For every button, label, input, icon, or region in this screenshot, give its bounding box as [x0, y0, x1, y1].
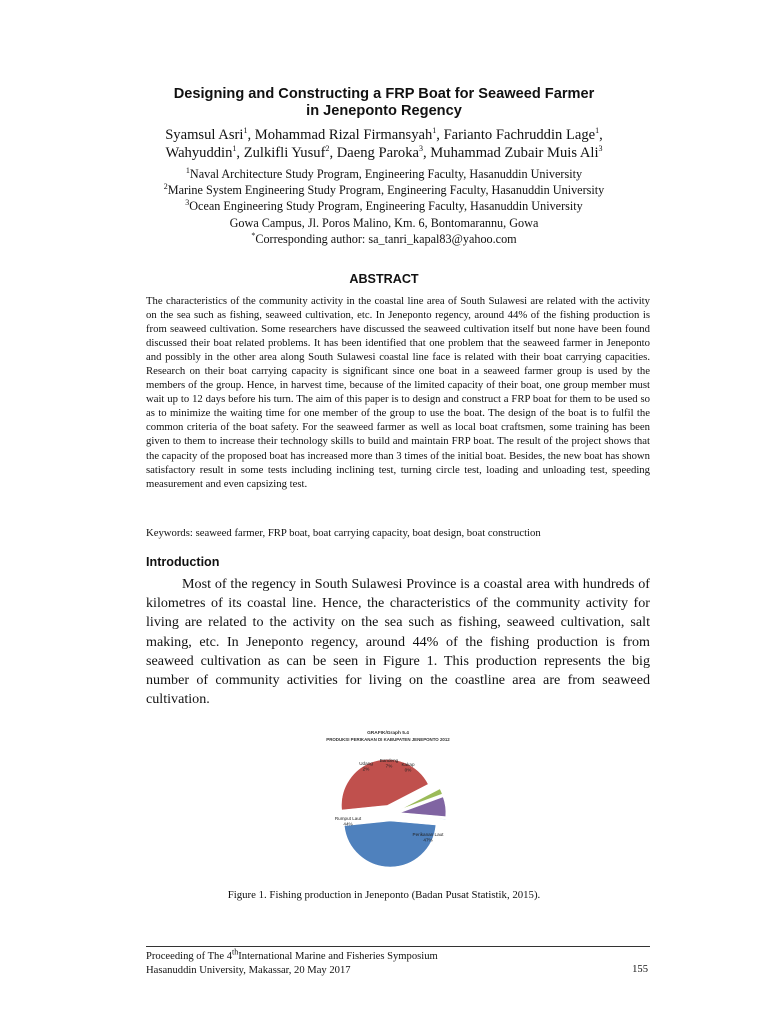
- pie-label-value: 44%: [343, 821, 353, 827]
- author-list: Syamsul Asri$^1$, Mohammad Rizal Firmansyah$^1$, Farianto Fachruddin Lage$^1$, Wahyuddin$^1$, Zulkifli Yusuf$^2$, Daeng Paroka$^3$, Muhammad Zubair Muis Ali$^3$: [165, 126, 603, 161]
- author: Zulkifli Yusuf: [243, 145, 326, 161]
- author: Muhammad Zubair Muis Ali: [430, 145, 599, 161]
- footer-divider: [146, 946, 650, 947]
- author-affil-mark: 3: [419, 144, 423, 154]
- author: Daeng Paroka: [336, 145, 419, 161]
- author-affil-mark: 2: [325, 144, 330, 154]
- pie-slice-perikanan-laut: [344, 821, 436, 867]
- chart-title: GRAFIK/Graph 5.4: [367, 731, 409, 736]
- corresponding-author: *Corresponding author: sa_tanri_kapal83@yahoo.com: [251, 230, 517, 246]
- figure-1-pie-chart: [296, 724, 481, 874]
- keywords: Keywords: seaweed farmer, FRP boat, boat carrying capacity, boat design, boat construction: [146, 527, 541, 539]
- pie-label-value: 2%: [362, 766, 370, 772]
- author: Wahyuddin: [165, 145, 233, 161]
- abstract-text: The characteristics of the community activity in the coastal line area of South Sulawesi are related with the activity on the sea such as fishing, seaweed cultivation, etc. In Jeneponto regency, around 44% of the fishing production is from seaweed cultivation. Some researchers have discussed the seaweed cultivation itself but none have been found discussed their boat related problems. It has been identified that one problem that the seaweed farmer in Jeneponto and possibly in the other area along South Sulawesi coastal line face is related with their boat carrying capacities. Research on their boat carrying capacity is significant since one boat in a seaweed farmer group is used by the members of the group. Hence, in harvest time, because of the limited capacity of their boat, one group member must wait up to 12 days before his turn. The aim of this paper is to design and construct a FRP boat for them to be used so as to minimize the waiting time for one member of the group to use the boat. The design of the boat is to fulfil the common criteria of the boat safety. For the seaweed farmer as well as local boat craftsmen, some training has been given to them to increase their technology skills to build and maintain FRP boat. The result of the project shows that the capacity of the proposed boat has increased more than 3 times of the initial boat. Besides, the new boat has shown satisfactory result in some tests including inclining test, turning circle test, loading and unloading test, speeding measurement and even capsizing test.: [146, 295, 650, 490]
- pie-label-name: Bandeng: [379, 758, 399, 763]
- affiliation-2: $^2$Marine System Engineering Study Program, Engineering Faculty, Hasanuddin University: [163, 182, 605, 198]
- author: Farianto Fachruddin Lage: [443, 127, 596, 143]
- affiliation-3: $^3$Ocean Engineering Study Program, Engineering Faculty, Hasanuddin University: [185, 198, 583, 214]
- title-line-1: Designing and Constructing a FRP Boat for Seaweed Farmer: [173, 86, 595, 102]
- author-affil-mark: 3: [598, 144, 603, 154]
- pie-label-value: 47%: [423, 837, 433, 843]
- introduction-heading: Introduction: [146, 555, 220, 569]
- author: Syamsul Asri: [165, 127, 244, 143]
- pie-label-value: 7%: [385, 763, 393, 769]
- pie-label-name: Udang: [359, 761, 373, 766]
- figure-1-caption: Figure 1. Fishing production in Jeneponto (Badan Pusat Statistik, 2015).: [227, 889, 541, 901]
- author-affil-mark: 1: [243, 126, 248, 136]
- pie-slices: [341, 759, 445, 867]
- paper-title: [120, 86, 648, 120]
- pie-label-name: Rumput Laut: [334, 816, 362, 821]
- chart-subtitle: PRODUKSI PERIKANAN DI KABUPATEN JENEPONTO 2012: [326, 737, 450, 742]
- affiliation-1: $^1$Naval Architecture Study Program, Engineering Faculty, Hasanuddin University: [185, 165, 583, 181]
- author-affil-mark: 1: [432, 126, 437, 136]
- footer-proceeding: Proceeding of The 4thInternational Marine and Fisheries Symposium: [146, 947, 438, 962]
- footer-venue: Hasanuddin University, Makassar, 20 May 2017: [146, 965, 351, 976]
- pie-label-value: 0%: [404, 767, 412, 773]
- pie-label-name: Kakap: [401, 762, 415, 767]
- title-line-2: in Jeneponto Regency: [306, 103, 462, 119]
- introduction-text: Most of the regency in South Sulawesi Province is a coastal area with hundreds of kilometres of its coastal line. Hence, the characteristics of the community activity for living are related to the activity on the sea such as fishing, seaweed cultivation, salt making, etc. In Jeneponto regency, around 44% of the fishing production is from seaweed cultivation as can be seen in Figure 1. This production represents the big number of community activities for living on the coastline area are from seaweed cultivation.: [146, 576, 650, 708]
- page-number: 155: [632, 964, 648, 975]
- pie-label-name: Perikanan Laut: [412, 832, 444, 837]
- abstract-heading: ABSTRACT: [349, 272, 419, 286]
- affiliations: [130, 166, 638, 247]
- author-affil-mark: 1: [232, 144, 237, 154]
- author: Mohammad Rizal Firmansyah: [254, 127, 433, 143]
- author-affil-mark: 1: [595, 126, 600, 136]
- campus-address: Gowa Campus, Jl. Poros Malino, Km. 6, Bontomarannu, Gowa: [229, 215, 539, 230]
